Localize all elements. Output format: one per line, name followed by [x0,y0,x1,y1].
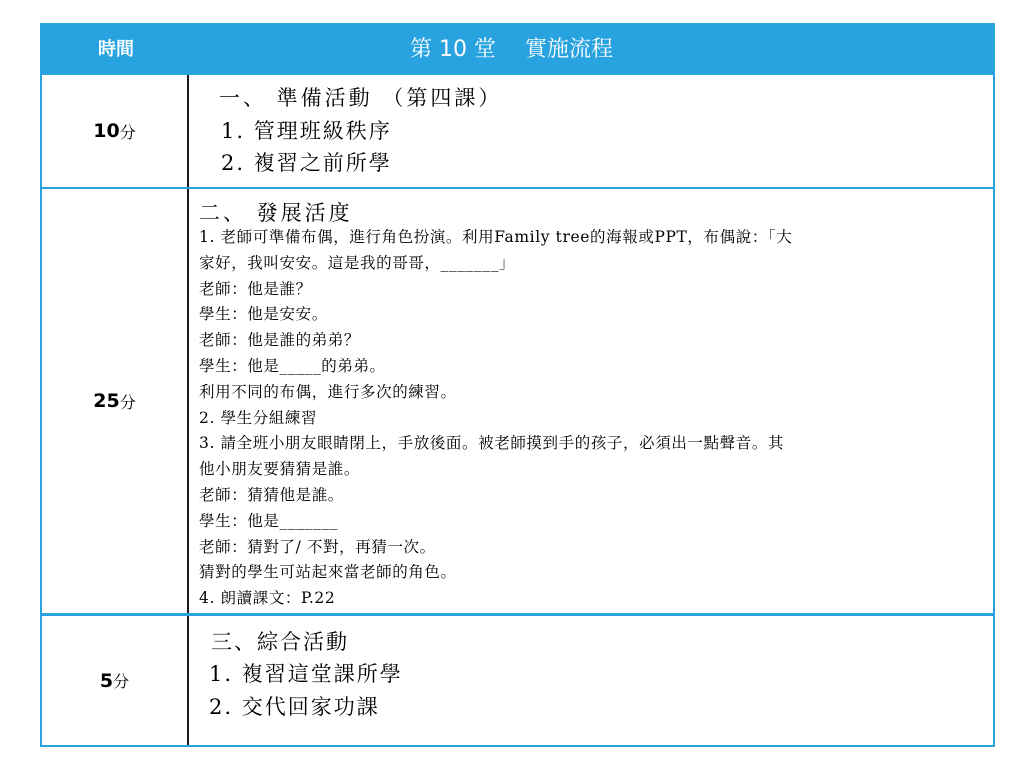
text-line: 老師：他是誰的弟弟？ [199,331,361,350]
list-item: 1. 管理班級秩序 [221,119,392,143]
header-title: 第 10 堂 實施流程 [410,37,613,62]
section-title: 二、 發展活度 [199,201,353,225]
content-cell [189,75,993,187]
table-header [42,25,993,75]
text-line: 1. 老師可準備布偶，進行角色扮演。利用Family tree的海報或PPT，布偶說：「大 [199,228,793,246]
time-number: 10 [93,120,120,142]
section-title: 一、 準備活動 （第四課） [219,86,503,110]
time-unit: 分 [113,672,130,691]
table-row [42,187,993,613]
content-cell [189,189,993,613]
section-title: 三、綜合活動 [211,630,349,654]
text-line: 猜對的學生可站起來當老師的角色。 [199,563,457,582]
text-line: 學生：他是_____的弟弟。 [199,356,386,375]
text-line: 學生：他是安安。 [199,305,328,324]
time-number: 5 [99,669,114,692]
text-line: 老師：猜對了/ 不對，再猜一次。 [199,537,436,556]
table-row [42,613,993,745]
time-cell [42,75,189,187]
time-unit: 分 [119,392,136,412]
text-line: 利用不同的布偶，進行多次的練習。 [199,382,457,401]
list-item: 1. 複習這堂課所學 [209,662,403,686]
content-cell [189,616,993,745]
text-line: 2. 學生分組練習 [199,408,318,427]
text-line: 老師：他是誰？ [199,279,312,298]
activity-lines [199,225,989,612]
list-item: 2. 複習之前所學 [221,151,392,175]
time-unit: 分 [119,122,136,142]
table-row [42,75,993,187]
text-line: 家好，我叫安安。這是我的哥哥，_______」 [199,253,516,272]
text-line: 老師：猜猜他是誰。 [199,485,344,504]
text-line: 4. 朗讀課文：P.22 [199,589,336,608]
time-number: 25 [93,390,120,412]
text-line: 3. 請全班小朋友眼睛閉上，手放後面。被老師摸到手的孩子，必須出一點聲音。其 [199,434,785,453]
list-item: 2. 交代回家功課 [209,695,380,719]
header-time-label: 時間 [98,39,134,60]
time-cell [42,189,189,613]
lesson-plan-table [40,23,995,747]
text-line: 他小朋友要猜猜是誰。 [199,460,361,479]
time-cell [42,616,189,745]
text-line: 學生：他是_______ [199,511,338,530]
